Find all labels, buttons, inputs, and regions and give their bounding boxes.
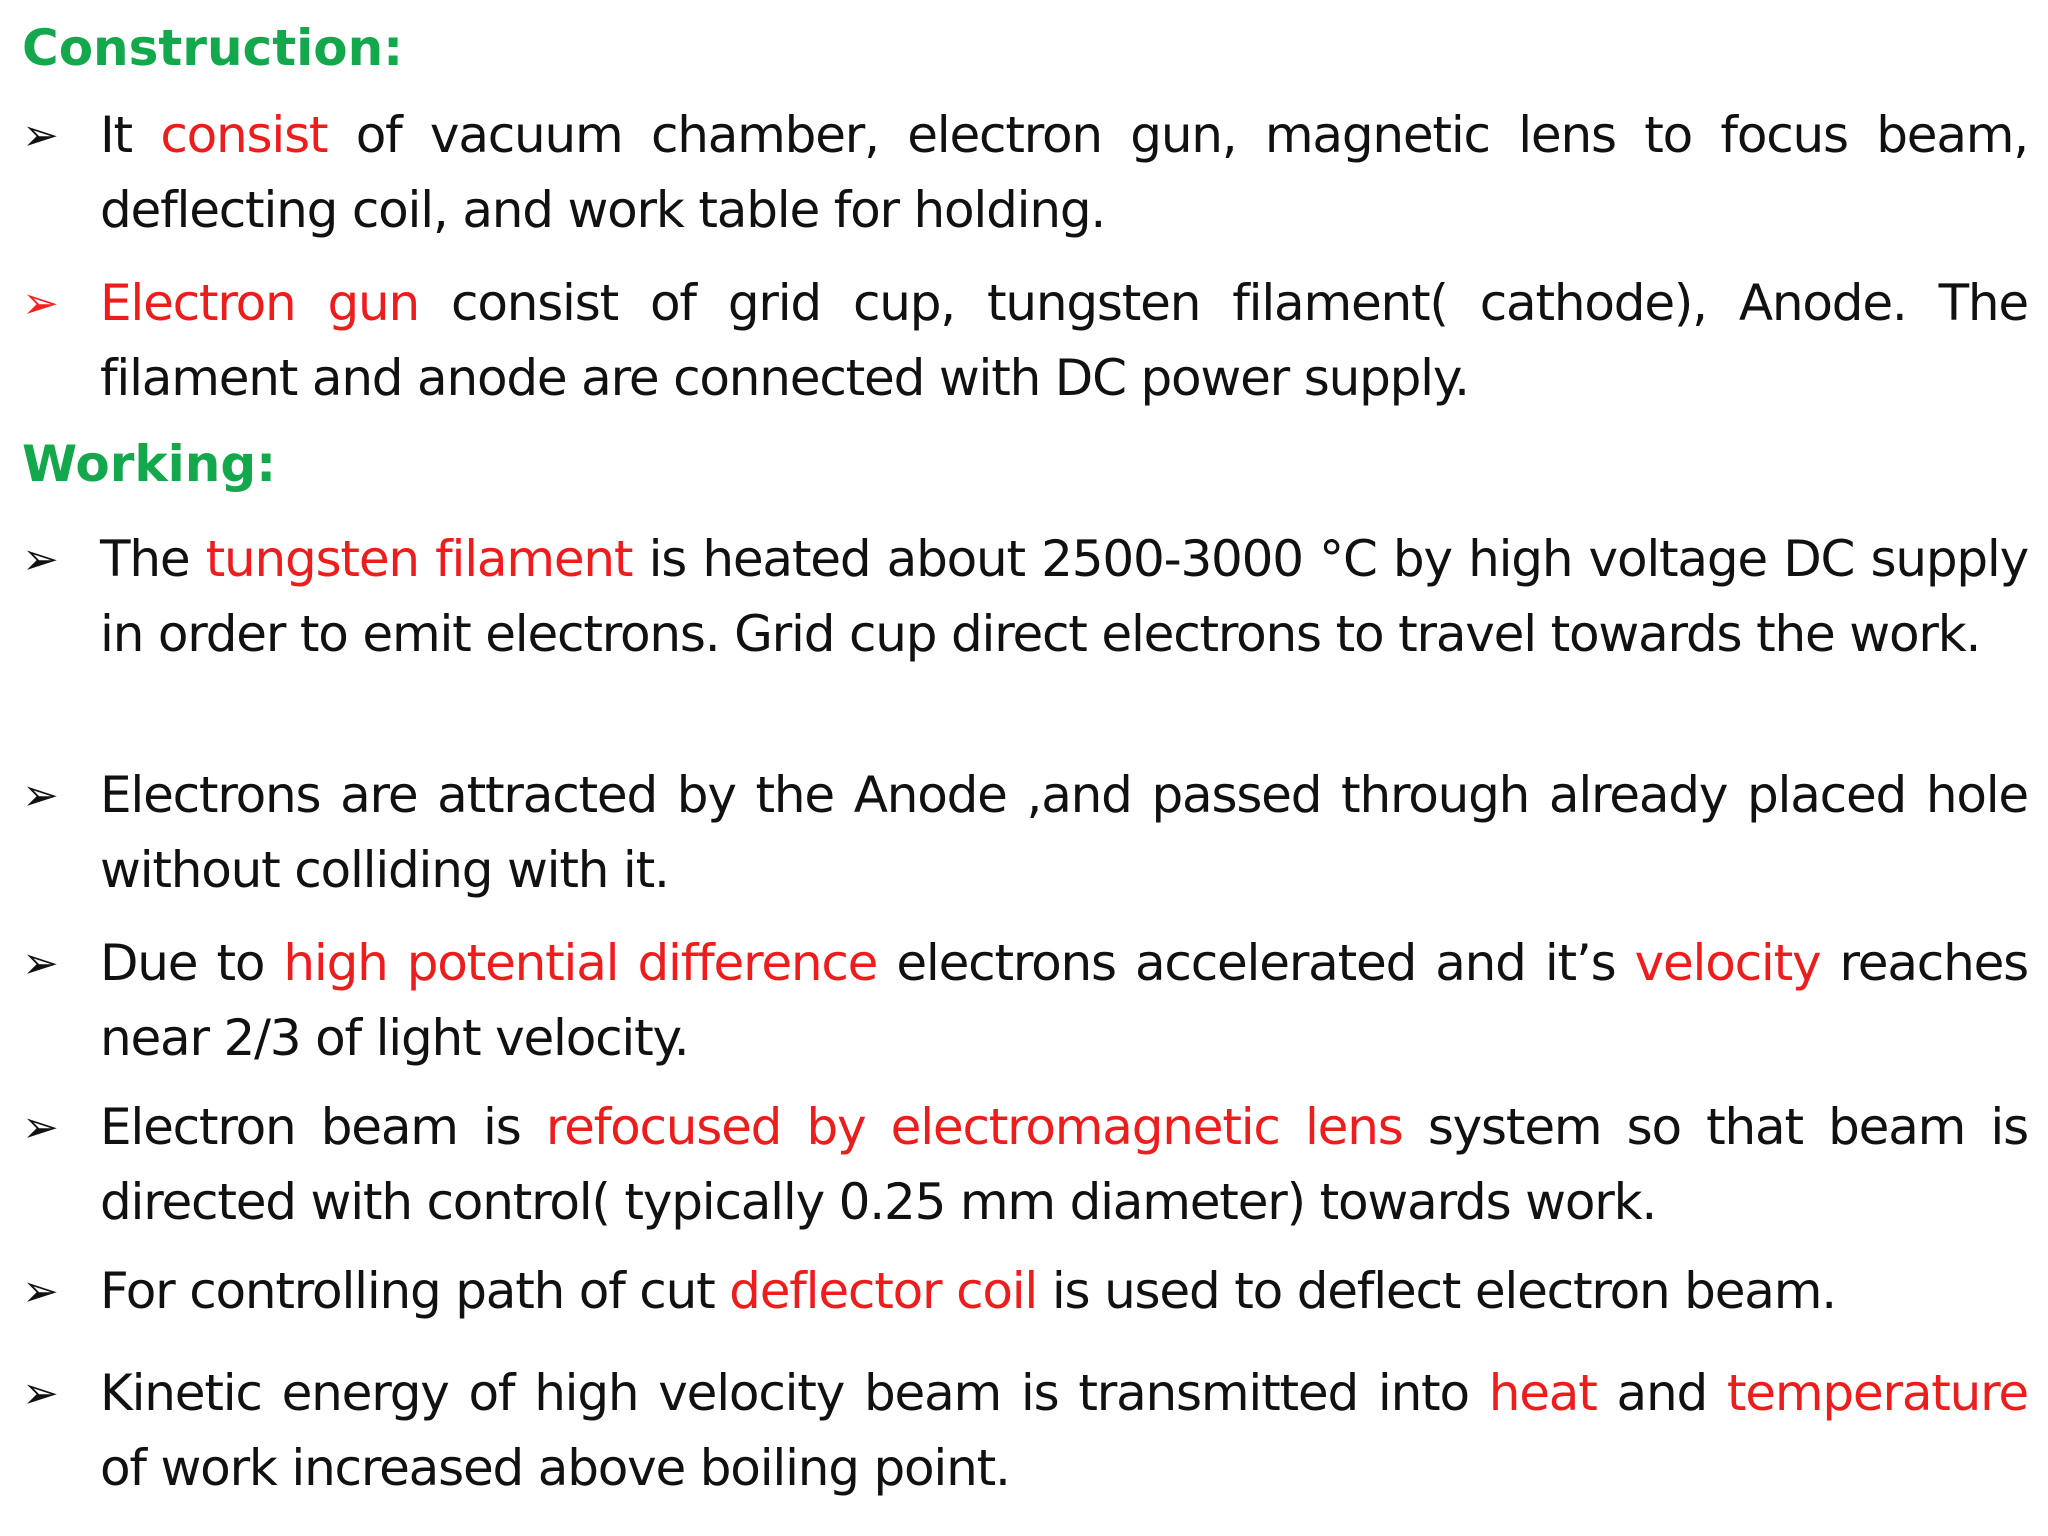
text-span: is heated about 2500-3000 °C by high voltage DC supply in order to emit electrons. Grid cup direct electrons to travel towards the work.: [100, 530, 2028, 663]
working-item-2-text: [100, 758, 2028, 908]
text-span: consist of grid cup, tungsten filament( cathode), Anode. The filament and anode are connected with DC power supply.: [100, 274, 2028, 407]
working-item-3-text: [100, 926, 2028, 1076]
arrowhead-icon: ➢: [22, 770, 59, 821]
text-span: of work increased above boiling point.: [100, 1439, 1010, 1497]
arrowhead-icon: ➢: [22, 278, 59, 329]
working-item-6: [22, 1356, 2028, 1506]
text-span: Due to: [100, 934, 284, 992]
text-span: For controlling path of cut: [100, 1262, 730, 1320]
working-item-5: [22, 1254, 2028, 1329]
construction-item-2: [22, 266, 2028, 416]
working-item-2: [22, 758, 2028, 908]
highlight-span: tungsten filament: [205, 530, 633, 588]
text-span: electrons accelerated and it’s: [877, 934, 1635, 992]
highlight-span: temperature: [1726, 1364, 2028, 1422]
working-item-5-text: [100, 1254, 2028, 1329]
highlight-span: Electron gun: [100, 274, 420, 332]
working-heading: Working:: [22, 435, 277, 493]
text-span: The: [100, 530, 206, 588]
highlight-span: deflector coil: [729, 1262, 1038, 1320]
highlight-span: velocity: [1634, 934, 1821, 992]
text-span: and: [1596, 1364, 1727, 1422]
working-item-4-text: [100, 1090, 2028, 1240]
working-item-6-text: [100, 1356, 2028, 1506]
arrowhead-icon: ➢: [22, 1266, 59, 1317]
arrowhead-icon: ➢: [22, 534, 59, 585]
text-span: Electron beam is: [100, 1098, 546, 1156]
working-item-4: [22, 1090, 2028, 1240]
text-span: is used to deflect electron beam.: [1037, 1262, 1836, 1320]
construction-item-2-text: [100, 266, 2028, 416]
highlight-span: refocused by electromagnetic lens: [545, 1098, 1403, 1156]
construction-heading: Construction:: [22, 19, 404, 77]
construction-item-1-text: [100, 98, 2028, 248]
text-span: reaches near 2/3 of light velocity.: [100, 934, 2028, 1067]
working-item-1-text: [100, 522, 2028, 672]
working-item-3: [22, 926, 2028, 1076]
arrowhead-icon: ➢: [22, 110, 59, 161]
construction-item-1: [22, 98, 2028, 248]
text-span: Electrons are attracted by the Anode ,and passed through already placed hole without colliding with it.: [100, 766, 2028, 899]
text-span: It: [100, 106, 161, 164]
arrowhead-icon: ➢: [22, 938, 59, 989]
text-span: Kinetic energy of high velocity beam is transmitted into: [100, 1364, 1489, 1422]
highlight-span: heat: [1488, 1364, 1597, 1422]
arrowhead-icon: ➢: [22, 1102, 59, 1153]
arrowhead-icon: ➢: [22, 1368, 59, 1419]
highlight-span: high potential difference: [283, 934, 878, 992]
text-span: system so that beam is directed with control( typically 0.25 mm diameter) towards work.: [100, 1098, 2028, 1231]
highlight-span: consist: [160, 106, 328, 164]
text-span: of vacuum chamber, electron gun, magnetic lens to focus beam, deflecting coil, and work table for holding.: [100, 106, 2028, 239]
working-item-1: [22, 522, 2028, 672]
